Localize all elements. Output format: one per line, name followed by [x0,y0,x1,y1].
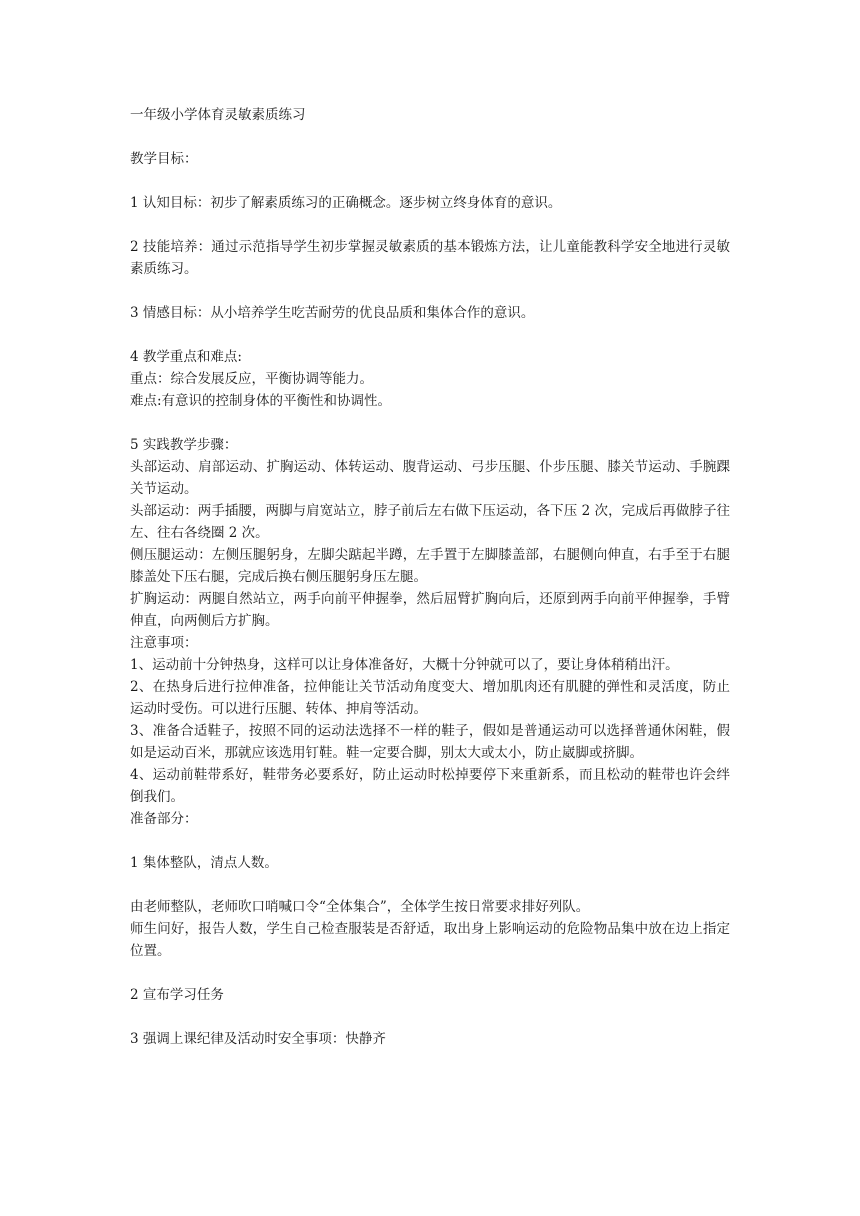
steps-heading: 5 实践教学步骤： [130,437,238,453]
spacer [130,412,730,434]
document-title: 一年级小学体育灵敏素质练习 [130,107,306,123]
note-item: 3、准备合适鞋子，按照不同的运动法选择不一样的鞋子，假如是普通运动可以选择普通休闲鞋，假如是运动百米，那就应该选用钉鞋。鞋一定要合脚，别太大或太小，防止崴脚或挤脚。 [130,723,730,761]
spacer [130,874,730,896]
note-item: 2、在热身后进行拉伸准备，拉伸能让关节活动角度变大、增加肌肉还有肌腱的弹性和灵活度，防止运动时受伤。可以进行压腿、转体、抻肩等活动。 [130,679,730,717]
prep-step-1-detail: 师生问好，报告人数，学生自己检查服装是否舒适，取出身上影响运动的危险物品集中放在边上指定位置。 [130,921,730,959]
notes-heading: 注意事项： [130,635,198,651]
goal-skill: 2 技能培养：通过示范指导学生初步掌握灵敏素质的基本锻炼方法，让儿童能教科学安全地进行灵敏素质练习。 [130,239,730,277]
note-item: 4、运动前鞋带系好，鞋带务必要系好，防止运动时松掉要停下来重新系，而且松动的鞋带也许会绊倒我们。 [130,767,730,805]
prep-heading: 准备部分： [130,811,198,827]
head-exercise: 头部运动：两手插腰，两脚与肩宽站立，脖子前后左右做下压运动，各下压 2 次，完成后再做脖子往左、往右各绕圈 2 次。 [130,503,730,541]
prep-step-1-detail: 由老师整队，老师吹口哨喊口令“全体集合”，全体学生按日常要求排好列队。 [130,899,590,915]
document-body [130,104,730,1050]
key-point: 重点：综合发展反应，平衡协调等能力。 [130,371,373,387]
spacer [130,126,730,148]
spacer [130,830,730,852]
chest-exercise: 扩胸运动：两腿自然站立，两手向前平伸握拳，然后屈臂扩胸向后，还原到两手向前平伸握拳，手臂伸直，向两侧后方扩胸。 [130,591,730,629]
spacer [130,1006,730,1028]
prep-step-2: 2 宣布学习任务 [130,987,224,1003]
goal-emotion: 3 情感目标：从小培养学生吃苦耐劳的优良品质和集体合作的意识。 [130,305,535,321]
steps-list: 头部运动、肩部运动、扩胸运动、体转运动、腹背运动、弓步压腿、仆步压腿、膝关节运动、手腕踝关节运动。 [130,459,730,497]
side-leg-exercise: 侧压腿运动：左侧压腿躬身，左脚尖踮起半蹲，左手置于左脚膝盖部，右腿侧向伸直，右手至于右腿膝盖处下压右腿，完成后换右侧压腿躬身压左腿。 [130,547,730,585]
spacer [130,280,730,302]
spacer [130,170,730,192]
spacer [130,214,730,236]
difficulty-point: 难点:有意识的控制身体的平衡性和协调性。 [130,393,392,409]
spacer [130,324,730,346]
prep-step-1: 1 集体整队，清点人数。 [130,855,278,871]
key-points-heading: 4 教学重点和难点: [130,349,242,365]
goal-cognitive: 1 认知目标：初步了解素质练习的正确概念。逐步树立终身体育的意识。 [130,195,562,211]
goals-heading: 教学目标： [130,151,198,167]
spacer [130,962,730,984]
note-item: 1、运动前十分钟热身，这样可以让身体准备好，大概十分钟就可以了，要让身体稍稍出汗。 [130,657,679,673]
prep-step-3: 3 强调上课纪律及活动时安全事项：快静齐 [130,1031,386,1047]
